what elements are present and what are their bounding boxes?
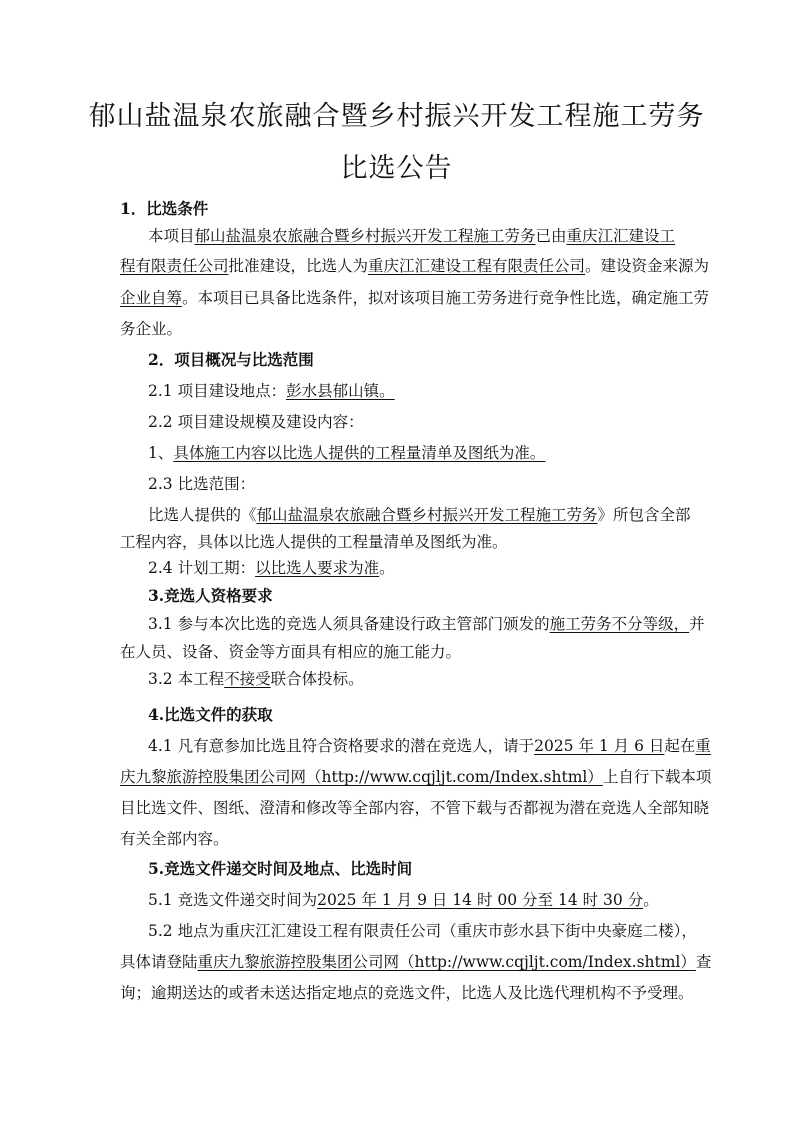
s2-3-scope-label: 2.3 比选范围： — [148, 475, 256, 493]
document-title-line2: 比选公告 — [340, 153, 453, 184]
section-5-heading: 5.竞选文件递交时间及地点、比选时间 — [148, 859, 413, 878]
s2-2-scale: 2.2 项目建设规模及建设内容： — [148, 413, 364, 431]
submission-time: 2025 年 1 月 9 日 14 时 00 分至 14 时 30 分 — [317, 891, 644, 909]
download-start-date: 2025 年 1 月 6 日 — [534, 737, 665, 755]
s2-2-content: 1、具体施工内容以比选人提供的工程量清单及图纸为准。 — [148, 444, 546, 462]
section-1-heading: 1．比选条件 — [120, 199, 209, 218]
s3-2-consortium: 3.2 本工程不接受联合体投标。 — [148, 670, 364, 688]
s4-1-line2: 庆九黎旅游控股集团公司网（http://www.cqjljt.com/Index.shtml）上自行下载本项 — [120, 768, 712, 786]
s2-3-scope-line1: 比选人提供的《郁山盐温泉农旅融合暨乡村振兴开发工程施工劳务》所包含全部 — [148, 506, 691, 524]
download-website-link[interactable]: 庆九黎旅游控股集团公司网（http://www.cqjljt.com/Index.shtml） — [120, 768, 603, 786]
section-2-heading: 2．项目概况与比选范围 — [148, 350, 314, 369]
s4-1-line4: 有关全部内容。 — [120, 830, 229, 848]
s2-4-duration: 2.4 计划工期：以比选人要求为准。 — [148, 559, 395, 577]
s5-2-line2: 具体请登陆重庆九黎旅游控股集团公司网（http://www.cqjljt.com/Index.shtml）查 — [120, 953, 712, 971]
approver-name: 重庆江汇建设工 — [566, 227, 676, 245]
s5-2-line1: 5.2 地点为重庆江汇建设工程有限责任公司（重庆市彭水县下街中央豪庭二楼）， — [148, 922, 697, 940]
section-3-heading: 3.竞选人资格要求 — [148, 586, 273, 605]
s2-1-location: 2.1 项目建设地点：彭水县郁山镇。 — [148, 382, 395, 400]
section-4-heading: 4.比选文件的获取 — [148, 705, 273, 724]
s4-1-line1: 4.1 凡有意参加比选且符合资格要求的潜在竞选人，请于2025 年 1 月 6 日起在重 — [148, 737, 711, 755]
s3-1-line2: 在人员、设备、资金等方面具有相应的施工能力。 — [120, 643, 462, 661]
s5-2-line3: 询；逾期送达的或者未送达指定地点的竞选文件，比选人及比选代理机构不予受理。 — [120, 984, 694, 1002]
s2-3-scope-line2: 工程内容，具体以比选人提供的工程量清单及图纸为准。 — [120, 533, 508, 551]
s4-1-line3: 目比选文件、图纸、澄清和修改等全部内容，不管下载与否都视为潜在竞选人全部知晓 — [120, 799, 710, 817]
document-title-line1: 郁山盐温泉农旅融合暨乡村振兴开发工程施工劳务 — [88, 101, 705, 132]
query-website-link[interactable]: 重庆九黎旅游控股集团公司网（http://www.cqjljt.com/Index.shtml） — [197, 953, 696, 971]
fund-source: 企业自筹 — [120, 289, 183, 307]
s1-line4: 务企业。 — [120, 320, 183, 338]
s1-line1: 本项目郁山盐温泉农旅融合暨乡村振兴开发工程施工劳务已由重庆江汇建设工 — [148, 227, 676, 245]
selector-name: 重庆江汇建设工程有限责任公司 — [368, 257, 586, 275]
project-name: 郁山盐温泉农旅融合暨乡村振兴开发工程施工劳务 — [194, 227, 536, 245]
s1-line2: 程有限责任公司批准建设，比选人为重庆江汇建设工程有限责任公司。建设资金来源为 — [120, 257, 710, 275]
s3-1-line1: 3.1 参与本次比选的竞选人须具备建设行政主管部门颁发的施工劳务不分等级，并 — [148, 615, 705, 633]
s5-1-time: 5.1 竞选文件递交时间为2025 年 1 月 9 日 14 时 00 分至 14 时 30 分。 — [148, 891, 659, 909]
s1-line3: 企业自筹。本项目已具备比选条件，拟对该项目施工劳务进行竞争性比选，确定施工劳 — [120, 289, 710, 307]
